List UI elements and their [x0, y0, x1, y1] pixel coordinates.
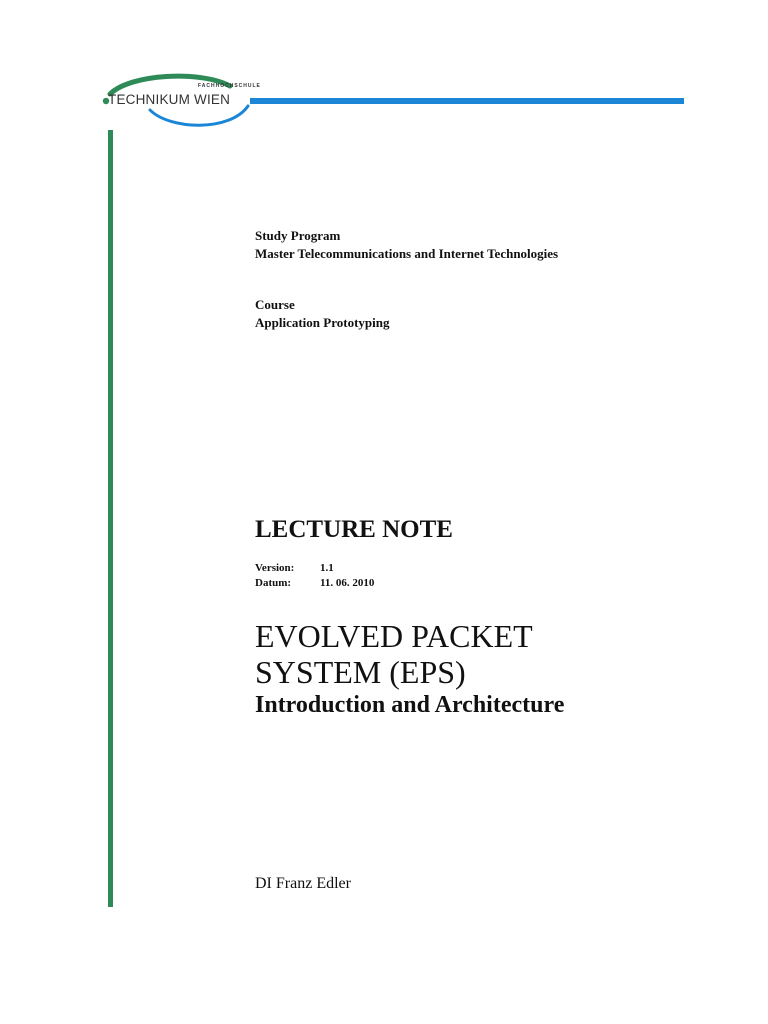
study-program-label: Study Program: [255, 228, 341, 243]
document-meta: [255, 561, 374, 591]
course-value: Application Prototyping: [255, 315, 390, 330]
study-program-block: [255, 227, 558, 263]
title-line-2: SYSTEM (EPS): [255, 654, 466, 690]
study-program-value: Master Telecommunications and Internet Technologies: [255, 246, 559, 261]
document-title: [255, 618, 533, 690]
version-label: Version:: [255, 562, 295, 574]
title-line-1: EVOLVED PACKET: [255, 618, 533, 654]
technikum-wien-logo: [80, 72, 260, 132]
logo-main-text: TECHNIKUM WIEN: [108, 92, 231, 107]
document-subtitle: Introduction and Architecture: [255, 692, 565, 718]
side-green-rule: [108, 130, 113, 907]
course-label: Course: [255, 297, 295, 312]
author-name: DI Franz Edler: [255, 875, 351, 892]
date-row: [255, 576, 374, 591]
version-row: [255, 561, 374, 576]
date-label: Datum:: [255, 577, 292, 589]
version-value: 1.1: [320, 562, 334, 574]
lecture-note-heading: LECTURE NOTE: [255, 516, 453, 543]
course-block: [255, 296, 389, 332]
date-value: 11. 06. 2010: [320, 577, 375, 589]
header-blue-rule: [250, 98, 684, 104]
logo-small-text: FACHHOCHSCHULE: [198, 83, 261, 89]
